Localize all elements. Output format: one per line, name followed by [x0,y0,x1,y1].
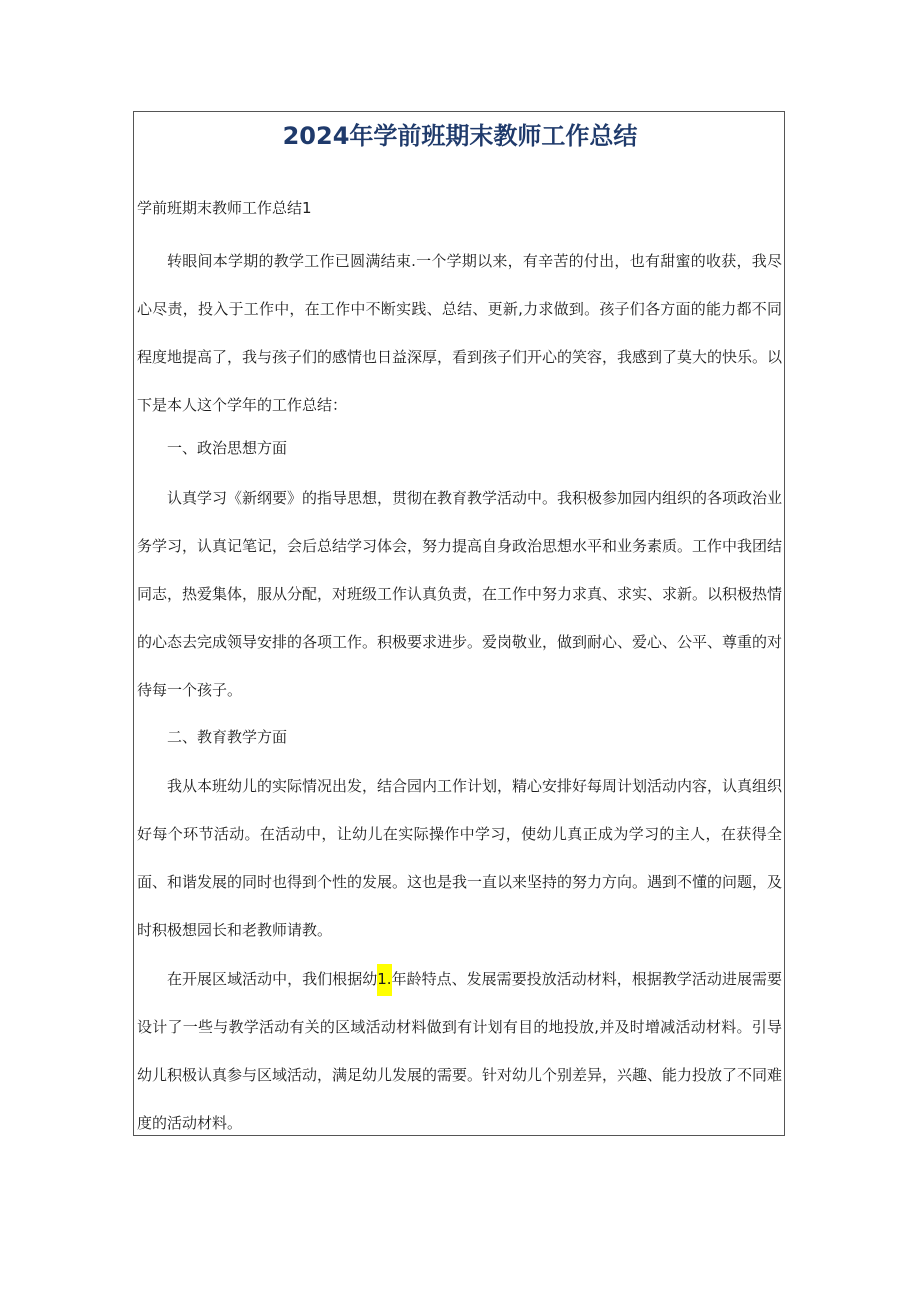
heading-politics: 一、政治思想方面 [167,439,288,457]
highlighted-text: 1. [377,964,391,996]
document-title: 2024年学前班期末教师工作总结 [282,122,638,150]
heading-teaching: 二、教育教学方面 [167,728,288,746]
area-text-before: 在开展区域活动中，我们根据幼 [167,970,378,988]
intro-paragraph: 转眼间本学期的教学工作已圆满结束.一个学期以来，有辛苦的付出，也有甜蜜的收获，我尽心尽责，投入于工作中，在工作中不断实践、总结、更新,力求做到。孩子们各方面的能力都不同程度地提高了，我与孩子们的感情也日益深厚，看到孩子们开心的笑容，我感到了莫大的快乐。以下是本人这个学年的工作总结： [137,252,783,414]
politics-paragraph: 认真学习《新纲要》的指导思想，贯彻在教育教学活动中。我积极参加园内组织的各项政治业务学习，认真记笔记，会后总结学习体会，努力提高自身政治思想水平和业务素质。工作中我团结同志，热爱集体，服从分配，对班级工作认真负责，在工作中努力求真、求实、求新。以积极热情的心态去完成领导安排的各项工作。积极要求进步。爱岗敬业，做到耐心、爱心、公平、尊重的对待每一个孩子。 [137,489,783,699]
teaching-paragraph: 我从本班幼儿的实际情况出发，结合园内工作计划，精心安排好每周计划活动内容，认真组织好每个环节活动。在活动中，让幼儿在实际操作中学习，使幼儿真正成为学习的主人，在获得全面、和谐发展的同时也得到个性的发展。这也是我一直以来坚持的努力方向。遇到不懂的问题，及时积极想园长和老教师请教。 [137,777,783,939]
area-text-after: 年龄特点、发展需要投放活动材料，根据教学活动进展需要设计了一些与教学活动有关的区域活动材料做到有计划有目的地投放,并及时增减活动材料。引导幼儿积极认真参与区域活动，满足幼儿发展的需要。针对幼儿个别差异，兴趣、能力投放了不同难度的活动材料。 [137,970,783,1132]
area-activity-paragraph [137,955,782,1147]
section-title: 学前班期末教师工作总结1 [137,199,312,217]
